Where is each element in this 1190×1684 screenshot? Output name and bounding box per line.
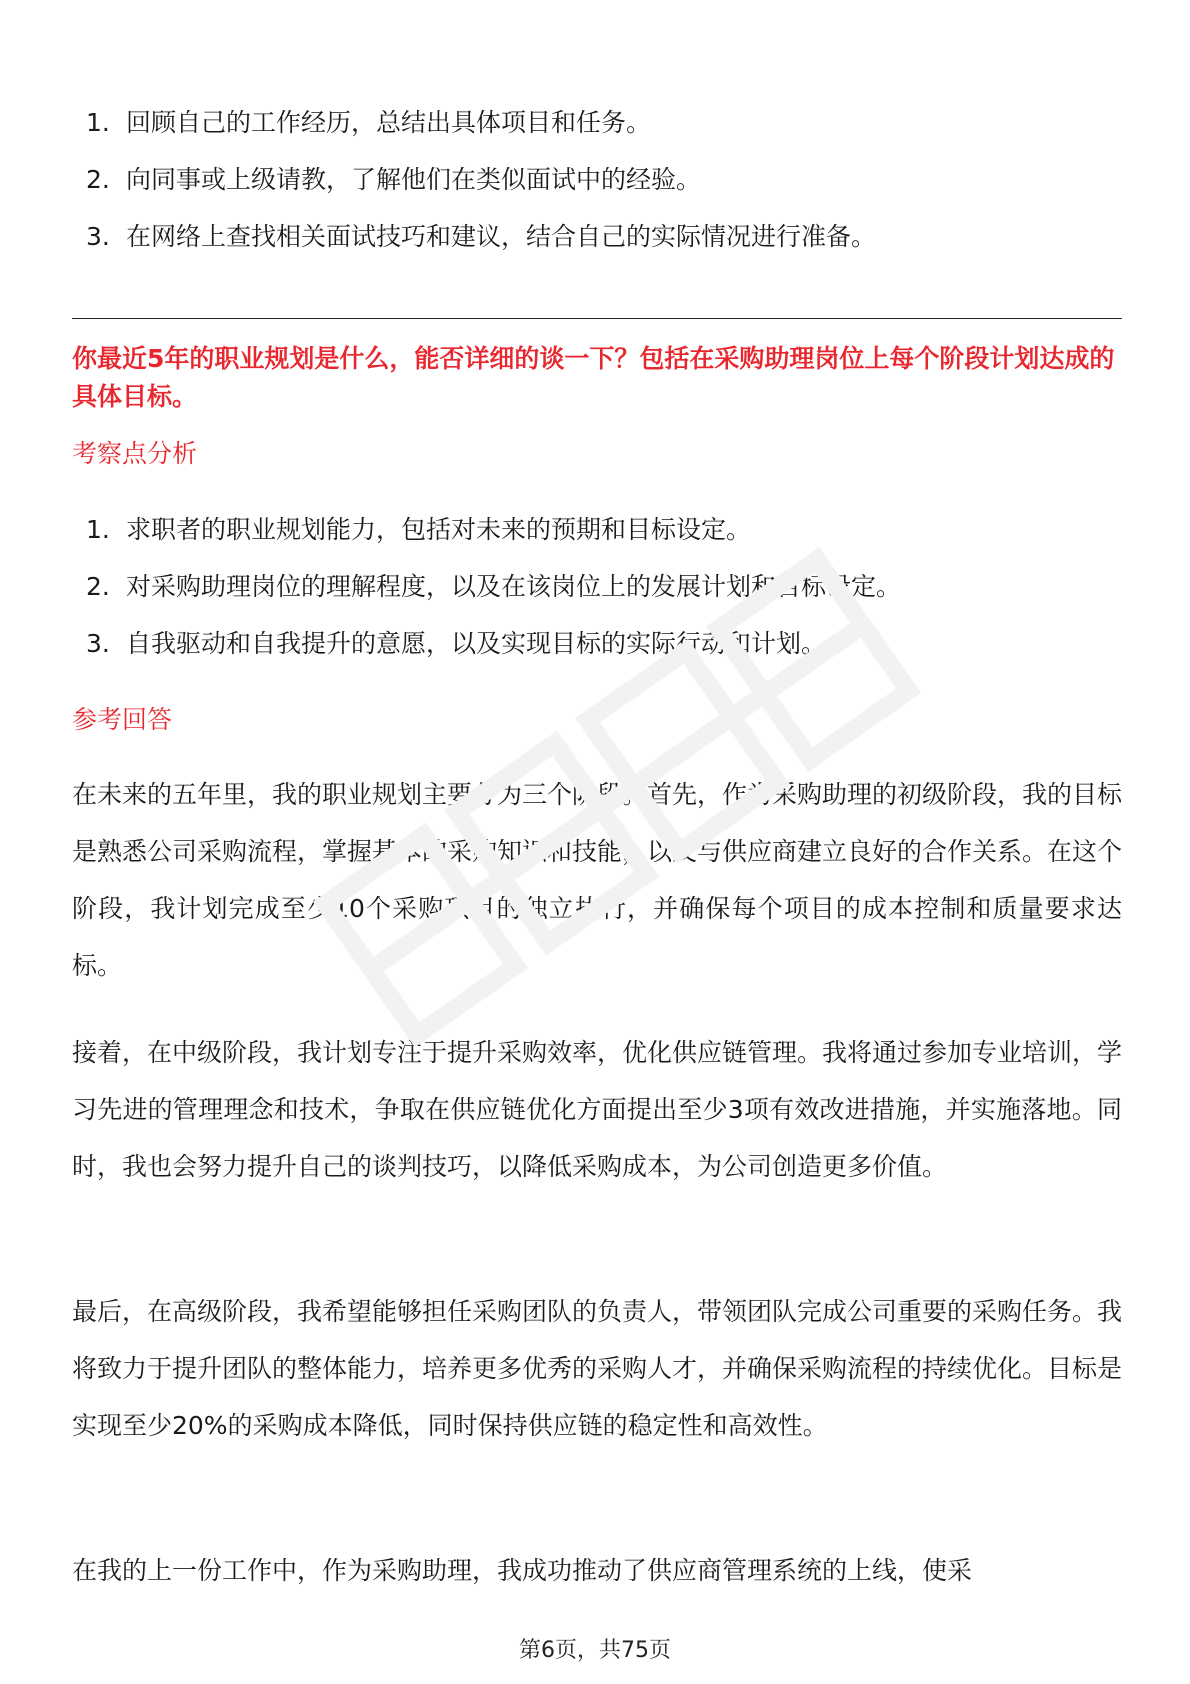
list-number: 2. [86,572,110,601]
section-divider [72,318,1122,319]
list-item [72,106,876,140]
answer-heading: 参考回答 [72,705,173,734]
list-number: 1. [86,515,110,544]
page-number: 第6页，共75页 [519,1638,671,1663]
answer-paragraph: 在未来的五年里，我的职业规划主要分为三个阶段。首先，作为采购助理的初级阶段，我的目标是熟悉公司采购流程，掌握基本的采购知识和技能，以及与供应商建立良好的合作关系。在这个阶段，我计划完成至少10个采购项目的独立执行，并确保每个项目的成本控制和质量要求达标。 [72,780,1123,980]
list-number: 2. [86,165,110,194]
answer-paragraph: 在我的上一份工作中，作为采购助理，我成功推动了供应商管理系统的上线，使采 [72,1556,973,1585]
list-number: 1. [86,108,110,137]
question-heading: 你最近5年的职业规划是什么，能否详细的谈一下？包括在采购助理岗位上每个阶段计划达成的具体目标。 [72,344,1115,411]
answer-paragraph: 接着，在中级阶段，我计划专注于提升采购效率，优化供应链管理。我将通过参加专业培训，学习先进的管理理念和技术，争取在供应链优化方面提出至少3项有效改进措施，并实施落地。同时，我也会努力提升自己的谈判技巧，以降低采购成本，为公司创造更多价值。 [72,1038,1123,1181]
list-item [72,570,901,604]
list-item [72,627,901,661]
analysis-list [72,513,901,684]
answer-paragraph: 最后，在高级阶段，我希望能够担任采购团队的负责人，带领团队完成公司重要的采购任务。我将致力于提升团队的整体能力，培养更多优秀的采购人才，并确保采购流程的持续优化。目标是实现至少20%的采购成本降低，同时保持供应链的稳定性和高效性。 [72,1297,1123,1440]
list-text: 向同事或上级请教，了解他们在类似面试中的经验。 [126,165,702,194]
list-item [72,163,876,197]
analysis-heading: 考察点分析 [72,439,198,468]
prep-steps-list [72,106,876,277]
list-item [72,220,876,254]
list-item [72,513,901,547]
list-text: 在网络上查找相关面试技巧和建议，结合自己的实际情况进行准备。 [126,222,877,251]
list-text: 回顾自己的工作经历，总结出具体项目和任务。 [126,108,652,137]
list-text: 自我驱动和自我提升的意愿，以及实现目标的实际行动和计划。 [126,629,827,658]
list-number: 3. [86,222,110,251]
list-text: 对采购助理岗位的理解程度，以及在该岗位上的发展计划和目标设定。 [126,572,902,601]
list-text: 求职者的职业规划能力，包括对未来的预期和目标设定。 [126,515,752,544]
list-number: 3. [86,629,110,658]
